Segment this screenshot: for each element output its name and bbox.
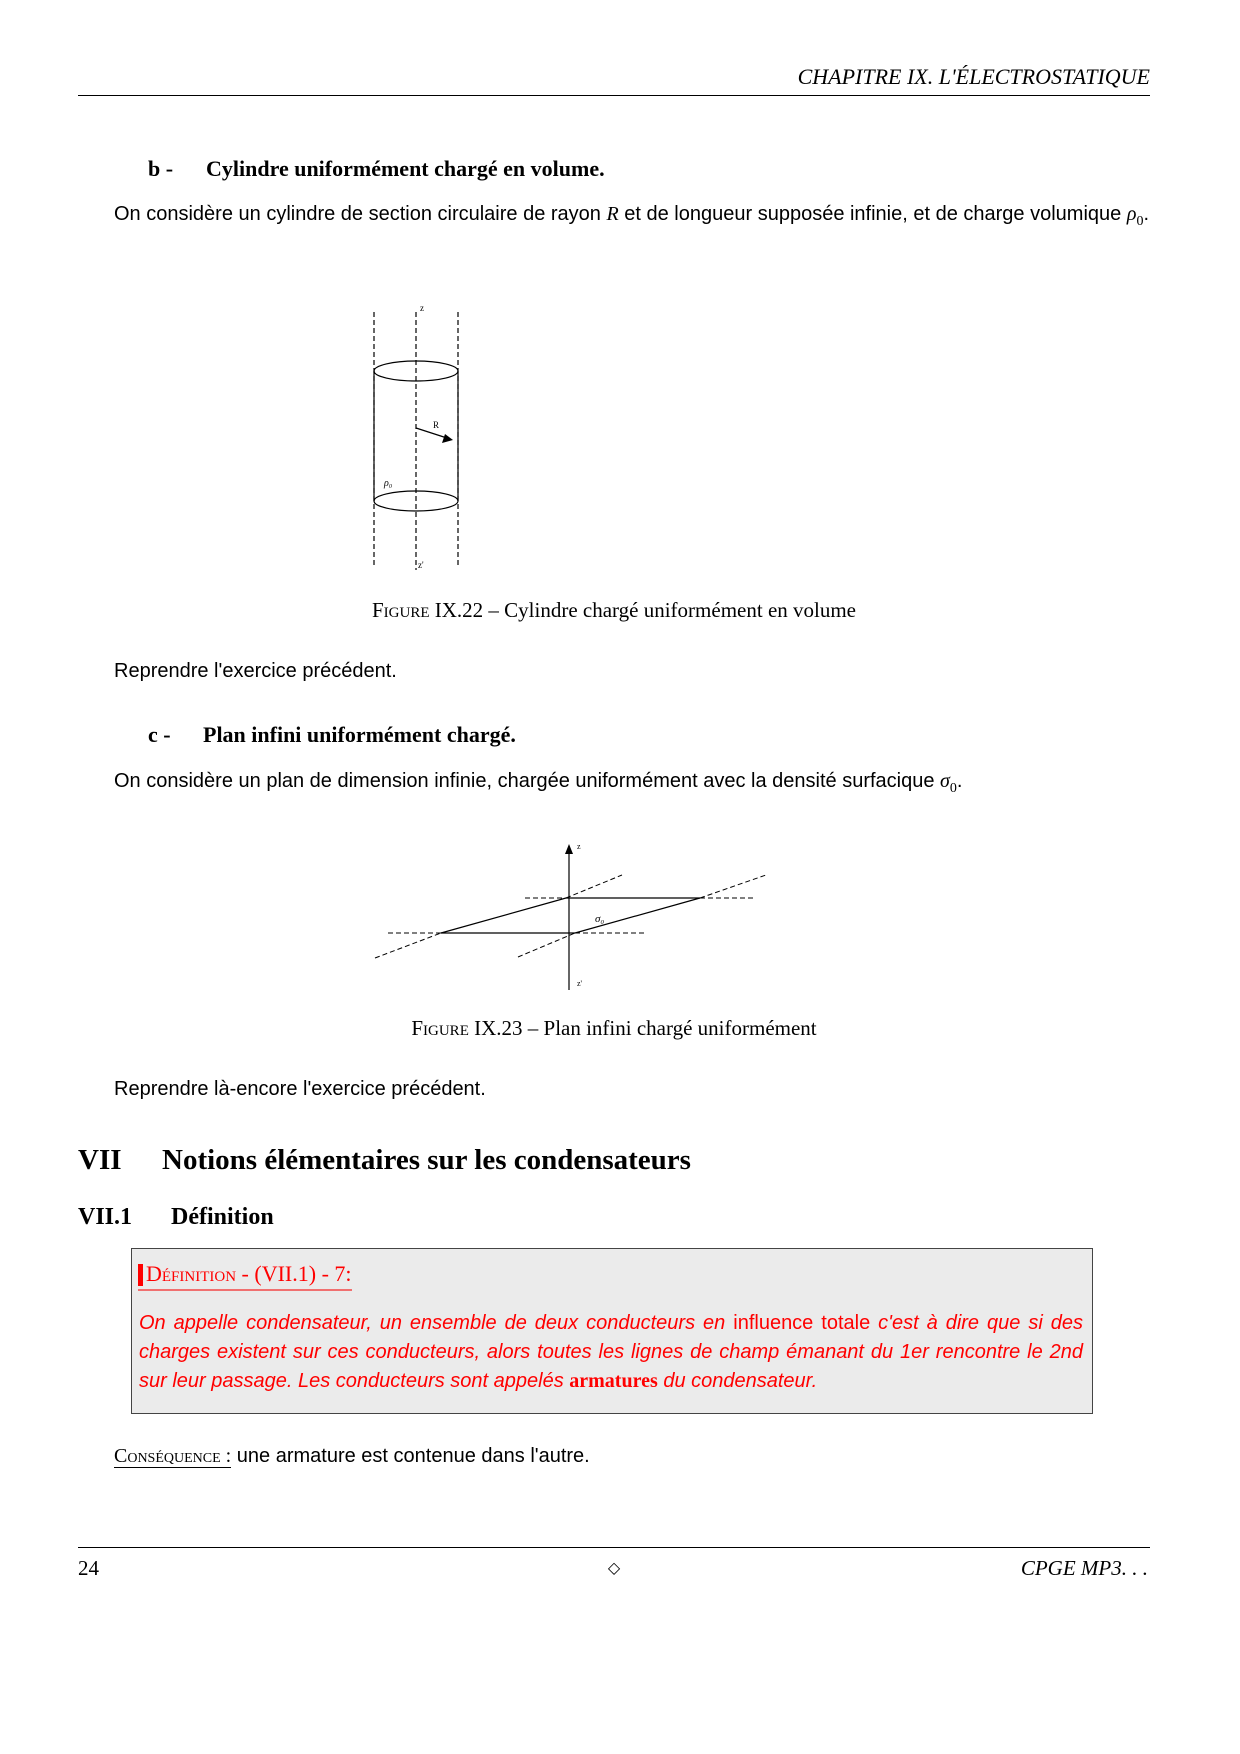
definition-title — [138, 1261, 352, 1291]
label-z-prime: z' — [577, 979, 582, 988]
math-sub: 0 — [949, 781, 957, 796]
paragraph-reprendre: Reprendre l'exercice précédent. — [114, 660, 397, 682]
diamond-icon: ◇ — [607, 1560, 621, 1577]
figure-caption-22 — [78, 598, 1150, 623]
paragraph-cylinder — [78, 200, 1150, 236]
subsection-b-title: Cylindre uniformément chargé en volume. — [206, 156, 605, 181]
label-sigma: σ₀ — [595, 913, 605, 925]
math-R: R — [606, 203, 619, 225]
caption-prefix: Figure IX.22 — [371, 598, 484, 622]
text: On considère un plan de dimension infinie, chargée uniformément avec la densité surfacique — [114, 770, 941, 792]
plane-edge — [441, 898, 566, 933]
caption-text: – Plan infini chargé uniformément — [522, 1016, 817, 1040]
math-sigma: σ — [940, 770, 950, 792]
figure-caption-23 — [78, 1016, 1150, 1041]
caption-text: – Cylindre chargé uniformément en volume — [483, 598, 856, 622]
text: . — [1143, 203, 1149, 225]
subsection-title: Définition — [171, 1204, 274, 1230]
label-z: z — [420, 303, 424, 313]
definition-box — [131, 1248, 1093, 1414]
consequence-line — [114, 1442, 590, 1471]
label-rho: ρ₀ — [384, 478, 393, 489]
paragraph-reprendre-encore: Reprendre là-encore l'exercice précédent. — [114, 1078, 486, 1100]
text: c'est à dire que si des charges existent sur ces conducteurs, alors toutes les lignes de champ émanant du 1er rencontre le 2nd sur leur passage. Les conducteurs sont appelés — [139, 1312, 1083, 1392]
text: On considère un cylindre de section circulaire de rayon — [114, 203, 607, 225]
page-number: 24 — [78, 1556, 99, 1580]
footer-rule — [78, 1547, 1150, 1548]
label-R: R — [433, 420, 440, 430]
text: du condensateur. — [657, 1370, 818, 1392]
cylinder-figure — [360, 300, 480, 575]
definition-text — [139, 1309, 1083, 1396]
consequence-label: Conséquence : — [114, 1445, 232, 1467]
section-number: VII — [78, 1144, 122, 1176]
label-z: z — [577, 842, 581, 851]
definition-title-number: - (VII.1) - 7: — [236, 1261, 352, 1286]
header-rule — [78, 95, 1150, 96]
plane-figure — [370, 840, 770, 995]
text: et de longueur supposée infinie, et de charge volumique — [618, 203, 1127, 225]
definition-title-label: Définition — [146, 1261, 237, 1286]
caption-prefix: Figure IX.23 — [411, 1016, 523, 1040]
subsection-b-label: b - — [148, 156, 174, 181]
text-bold: armatures — [569, 1370, 658, 1392]
footer-right: CPGE MP3. . . — [1020, 1556, 1148, 1580]
section-title: Notions élémentaires sur les condensateurs — [162, 1144, 691, 1176]
subsection-c-title: Plan infini uniformément chargé. — [203, 722, 516, 747]
consequence-text: une armature est contenue dans l'autre. — [231, 1445, 590, 1467]
label-z-prime: z' — [418, 560, 424, 570]
subsection-c-label: c - — [148, 722, 171, 747]
text: . — [956, 770, 963, 792]
math-rho: ρ — [1126, 203, 1137, 225]
running-header: CHAPITRE IX. L'ÉLECTROSTATIQUE — [797, 64, 1150, 89]
math-sub: 0 — [1136, 214, 1144, 229]
subsection-number: VII.1 — [78, 1204, 133, 1230]
text-upright: influence totale — [733, 1312, 871, 1334]
text: On appelle condensateur, un ensemble de deux conducteurs en — [139, 1312, 734, 1334]
paragraph-plane — [114, 767, 962, 803]
